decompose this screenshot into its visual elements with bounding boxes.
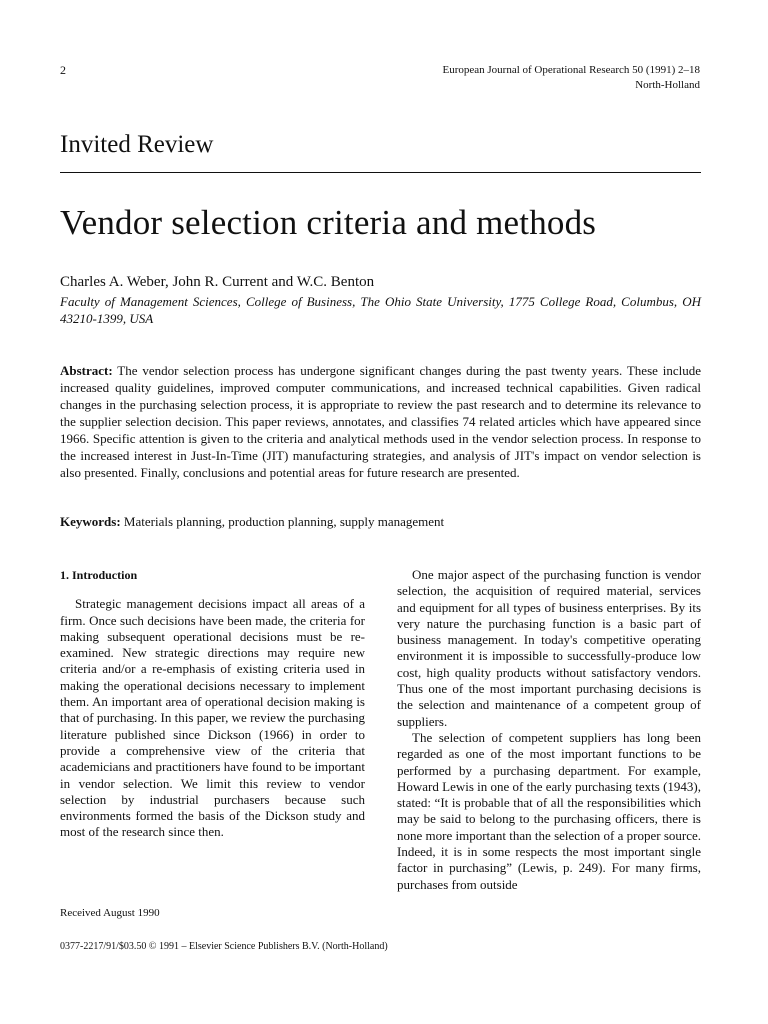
intro-paragraph-3: The selection of competent suppliers has long been regarded as one of the most important functions to be performed by a purchasing department. For example, Howard Lewis in one of the early purchasing texts (1943), stated: “It is probable that of all the responsibilities which may be said to belong to the purchasing officers, there is none more important than the selection of a proper source. Indeed, it is in some respects the most important single factor in purchasing” (Lewis, p. 249). For many firms, purchases from outside xyxy=(397,729,701,892)
authors: Charles A. Weber, John R. Current and W.C. Benton xyxy=(60,274,375,290)
journal-line-2: North-Holland xyxy=(635,79,700,91)
horizontal-rule xyxy=(60,172,701,173)
abstract xyxy=(60,362,701,481)
paper-title: Vendor selection criteria and methods xyxy=(60,203,597,242)
journal-line-1: European Journal of Operational Research 50 (1991) 2–18 xyxy=(442,64,700,76)
intro-paragraph-2: One major aspect of the purchasing function is vendor selection, the acquisition of required material, services and equipment for all types of business enterprises. By its very nature the purchasing function is a basic part of business management. In today's competitive operating environment it is impossible to successfully-produce low cost, high quality products without satisfactory vendors. Thus one of the most important purchasing decisions is the selection and maintenance of a competent group of suppliers. xyxy=(397,567,701,729)
abstract-label: Abstract: xyxy=(60,363,113,378)
right-column xyxy=(397,567,701,893)
copyright-footer: 0377-2217/91/$03.50 © 1991 – Elsevier Science Publishers B.V. (North-Holland) xyxy=(60,941,388,952)
left-column xyxy=(60,567,365,841)
page-number: 2 xyxy=(60,63,66,77)
abstract-text: The vendor selection process has undergone significant changes during the past twenty years. These include increased quality guidelines, improved computer communications, and increased technical capabilities. Given radical changes in the purchasing selection process, it is appropriate to review the past research and to determine its relevance to the supplier selection decision. This paper reviews, annotates, and classifies 74 related articles which have appeared since 1966. Specific attention is given to the criteria and analytical methods used in the vendor selection process. In response to the increased interest in Just-In-Time (JIT) manufacturing strategies, and analysis of JIT's impact on vendor selection is also presented. Finally, conclusions and potential areas for future research are presented. xyxy=(60,363,701,480)
keywords-text: Materials planning, production planning, supply management xyxy=(120,514,445,529)
section-label: Invited Review xyxy=(60,131,214,158)
keywords xyxy=(60,513,701,530)
keywords-label: Keywords: xyxy=(60,514,121,529)
section-heading-introduction: 1. Introduction xyxy=(60,568,138,582)
received-date: Received August 1990 xyxy=(60,907,160,919)
intro-paragraph-1: Strategic management decisions impact all areas of a firm. Once such decisions have been made, the criteria for making subsequent operational decisions must be re-examined. New strategic directions may require new criteria and/or a re-emphasis of existing criteria used in making the operational decisions necessary to implement them. An important area of operational decision making is that of purchasing. In this paper, we review the purchasing literature published since Dickson (1966) in order to provide a comprehensive view of the criteria that academicians and practitioners have found to be important in vendor selection. We limit this review to vendor selection by industrial purchasers because such environments formed the basis of the Dickson study and most of the research since then. xyxy=(60,596,365,840)
journal-citation xyxy=(442,63,700,93)
affiliation: Faculty of Management Sciences, College of Business, The Ohio State University, 1775 College Road, Columbus, OH 43210-1399, USA xyxy=(60,294,701,326)
